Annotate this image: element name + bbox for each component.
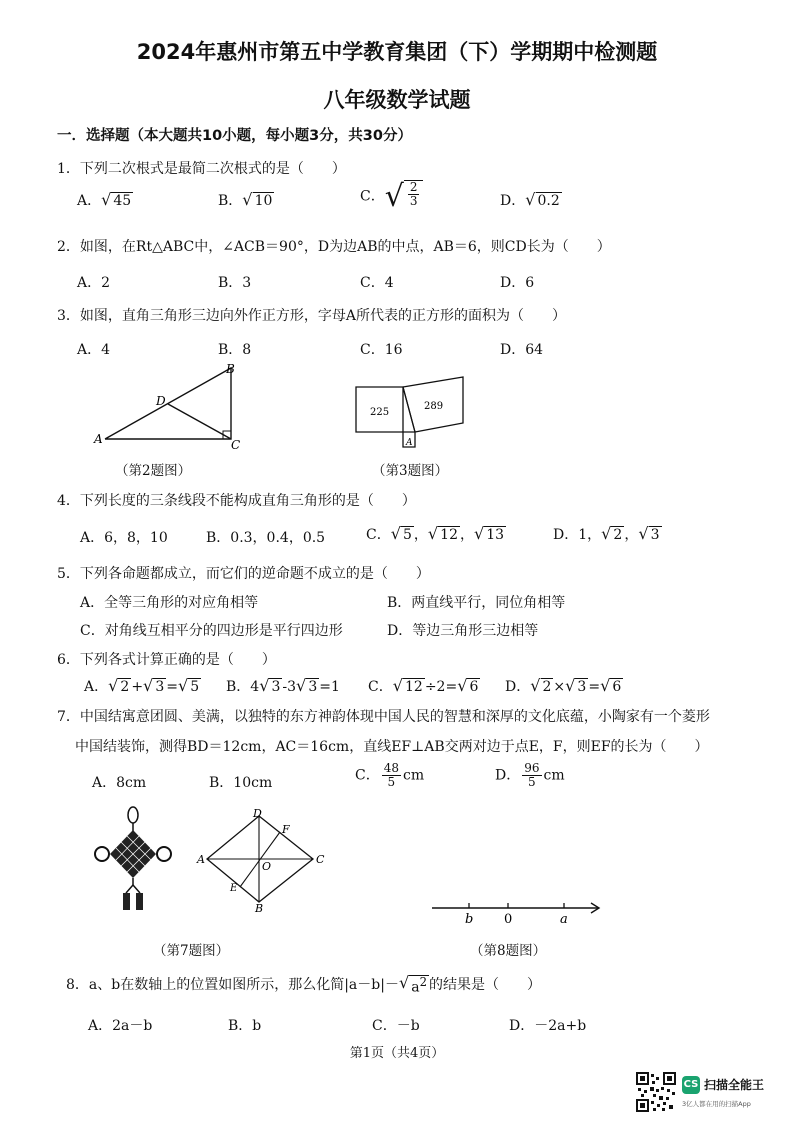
question-7-line-1: 7．中国结寓意团圆、美满，以独特的东方神韵体现中国人民的智慧和深厚的文化底蕴，小陶家有一个菱形 (57, 709, 710, 725)
rhombus-label-f: F (282, 823, 290, 836)
rhombus-label-b: B (255, 902, 264, 914)
q2-option-b: B．3 (218, 275, 252, 291)
question-8: 8．a、b在数轴上的位置如图所示，那么化简|a－b|－ √ $a^2$ 的结果是（ ） (66, 972, 542, 996)
rhombus-label-d: D (253, 808, 262, 820)
question-2: 2．如图，在Rt△ABC中，∠ACB＝90°，D为边AB的中点，AB＝6，则CD长为（ ） (57, 239, 611, 255)
right-square-label: 289 (424, 401, 444, 412)
sqrt: √ 45 (101, 190, 132, 210)
figure-3-squares (350, 360, 480, 455)
rhombus-label-c: C (316, 853, 325, 866)
point-b-label: B (226, 362, 235, 376)
fraction: $\frac{96}{5}$ (524, 761, 540, 790)
number-line-label-a: a (560, 912, 568, 927)
chinese-knot-icon (90, 805, 185, 915)
scanner-brand-title: 扫描全能王 (704, 1078, 765, 1092)
rhombus-label-e: E (230, 883, 238, 894)
figure-7-rhombus (195, 808, 325, 914)
q8-option-a: A．2a－b (88, 1018, 153, 1034)
figure-2-triangle (90, 360, 250, 450)
camscanner-logo-icon: CS (682, 1076, 700, 1094)
figure-8-number-line (428, 898, 608, 928)
q3-option-b: B．8 (218, 342, 252, 358)
number-line-label-b: b (465, 912, 474, 927)
q2-option-c: C．4 (360, 275, 394, 291)
q7-option-a: A．8cm (92, 775, 147, 791)
fraction: $\frac{2}{3}$ (409, 180, 418, 209)
q6-option-c: C． √ 12 ÷2= √ 6 (368, 676, 479, 696)
q6-option-b: B．4 √ 3 -3 √ 3 =1 (226, 676, 340, 696)
q6-option-d: D． √ 2 × √ 3 = √ 6 (505, 676, 622, 696)
q5-option-b: B．两直线平行，同位角相等 (387, 595, 566, 611)
qr-code-icon (636, 1072, 676, 1112)
q3-option-a: A．4 (77, 342, 111, 358)
q1-option-a: A． √ 45 (77, 190, 132, 210)
section-heading: 一．选择题（本大题共10小题，每小题3分，共30分） (57, 128, 412, 144)
figure-2-caption: （第2题图） (115, 463, 192, 479)
q8-option-c: C．－b (372, 1018, 420, 1034)
q1-option-c: C． √ $\frac{2}{3}$ (360, 180, 423, 213)
q5-option-c: C．对角线互相平分的四边形是平行四边形 (80, 623, 343, 639)
q4-option-c: C． √ 5 ， √ 12 ， √ 13 (366, 524, 505, 544)
question-5: 5．下列各命题都成立，而它们的逆命题不成立的是（ ） (57, 566, 430, 582)
question-3: 3．如图，直角三角形三边向外作正方形，字母A所代表的正方形的面积为（ ） (57, 308, 567, 324)
q6-option-a: A． √ 2 + √ 3 = √ 5 (84, 676, 200, 696)
fraction: $\frac{48}{5}$ (383, 761, 399, 790)
small-square-label: A (406, 438, 413, 448)
q4-option-d: D．1， √ 2 ， √ 3 (553, 524, 660, 544)
sqrt: √ 10 (242, 190, 273, 210)
q5-option-a: A．全等三角形的对应角相等 (80, 595, 259, 611)
q7-option-c: C． $\frac{48}{5}$ cm (355, 761, 425, 790)
q8-option-d: D．－2a+b (509, 1018, 587, 1034)
point-c-label: C (231, 438, 241, 450)
figure-7-caption: （第7题图） (153, 943, 230, 959)
q2-option-d: D．6 (500, 275, 535, 291)
q4-option-a: A．6，8，10 (80, 530, 168, 546)
question-1: 1．下列二次根式是最简二次根式的是（ ） (57, 161, 346, 177)
q8-option-b: B．b (228, 1018, 262, 1034)
q5-option-d: D．等边三角形三边相等 (387, 623, 539, 639)
left-square-label: 225 (370, 407, 390, 418)
number-line-label-zero: 0 (504, 912, 513, 927)
figure-8-caption: （第8题图） (470, 943, 547, 959)
q4-option-b: B．0.3，0.4，0.5 (206, 530, 326, 546)
question-7-line-2: 中国结装饰，测得BD＝12cm，AC＝16cm，直线EF⊥AB交两对边于点E，F，则EF的长为（ ） (75, 739, 709, 755)
rhombus-label-a: A (197, 853, 205, 866)
q1-option-b: B． √ 10 (218, 190, 273, 210)
sqrt-fraction: √ $\frac{2}{3}$ (385, 180, 424, 213)
question-4: 4．下列长度的三条线段不能构成直角三角形的是（ ） (57, 493, 416, 509)
q3-option-c: C．16 (360, 342, 403, 358)
figure-3-caption: （第3题图） (372, 463, 449, 479)
sqrt: √ 0.2 (525, 190, 560, 210)
point-a-label: A (94, 432, 103, 446)
exam-title: 2024年惠州市第五中学教育集团（下）学期期中检测题 (136, 40, 658, 64)
q1-option-d: D． √ 0.2 (500, 190, 560, 210)
point-d-label: D (156, 394, 166, 408)
scanner-tagline: 3亿人都在用的扫描App (682, 1100, 751, 1108)
q2-option-a: A．2 (77, 275, 111, 291)
rhombus-label-o: O (262, 860, 272, 873)
exam-subtitle: 八年级数学试题 (323, 88, 471, 112)
question-6: 6．下列各式计算正确的是（ ） (57, 652, 276, 668)
q3-option-d: D．64 (500, 342, 544, 358)
page-footer: 第1页（共4页） (349, 1046, 445, 1061)
q7-option-b: B．10cm (209, 775, 273, 791)
q7-option-d: D． $\frac{96}{5}$ cm (495, 761, 565, 790)
